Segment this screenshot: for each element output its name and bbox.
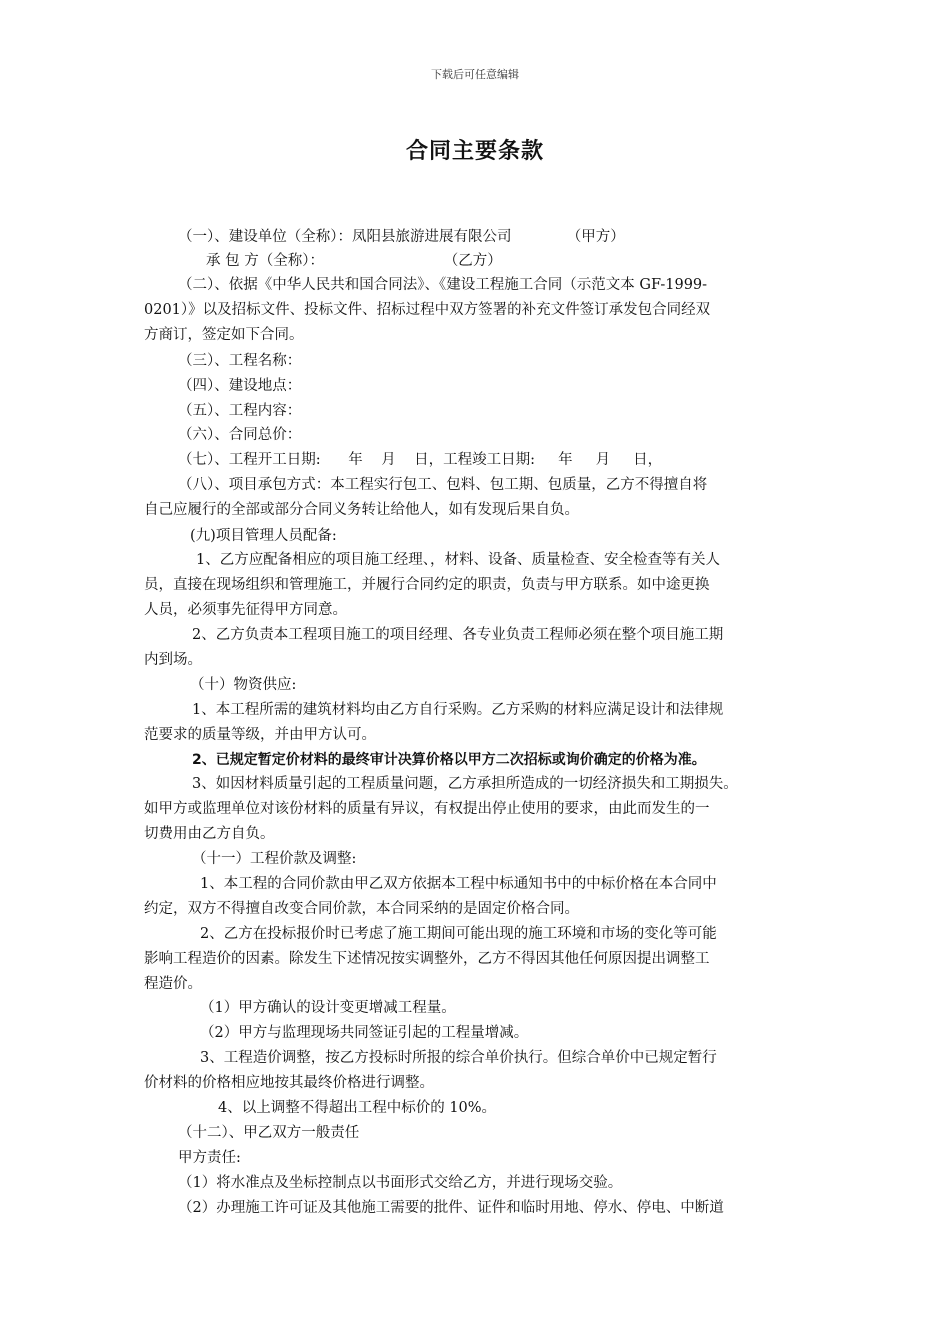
text-line: （1）甲方确认的设计变更增减工程量。: [200, 1000, 456, 1016]
text-line: 甲方责任:: [178, 1150, 241, 1166]
text-line: 员，直接在现场组织和管理施工，并履行合同约定的职责，负责与甲方联系。如中途更换: [144, 577, 710, 593]
text-line: （三）、工程名称：: [178, 353, 302, 369]
text-line: 影响工程造价的因素。除发生下述情况按实调整外，乙方不得因其他任何原因提出调整工: [144, 951, 710, 967]
text-line: 方商订，签定如下合同。: [144, 327, 304, 343]
text-line: 自己应履行的全部或部分合同义务转让给他人，如有发现后果自负。: [144, 502, 579, 518]
text-line: （1）将水准点及坐标控制点以书面形式交给乙方，并进行现场交验。: [178, 1175, 623, 1191]
page-header-note: 下载后可任意编辑: [431, 68, 519, 81]
text-line: （五）、工程内容：: [178, 403, 302, 419]
text-line: 内到场。: [144, 652, 202, 668]
text-line: （四）、建设地点：: [178, 378, 302, 394]
text-line: （二）、依据《中华人民共和国合同法》、《建设工程施工合同（示范文本 GF-1999-: [178, 277, 708, 293]
text-line: （一）、建设单位（全称）：凤阳县旅游进展有限公司 （甲方）: [178, 229, 625, 245]
text-line: 2、乙方负责本工程项目施工的项目经理、各专业负责工程师必须在整个项目施工期: [192, 627, 724, 643]
text-line: 程造价。: [144, 976, 202, 992]
text-line: 1、乙方应配备相应的项目施工经理、，材料、设备、质量检查、安全检查等有关人: [196, 552, 720, 568]
text-line: （2）办理施工许可证及其他施工需要的批件、证件和临时用地、停水、停电、中断道: [178, 1200, 724, 1216]
text-line: （十）物资供应:: [190, 677, 297, 693]
text-line: （十一）工程价款及调整:: [192, 851, 357, 867]
text-line: （七）、工程开工日期: 年 月 日，工程竣工日期: 年 月 日，: [178, 452, 663, 468]
text-line: 切费用由乙方自负。: [144, 826, 275, 842]
text-line: 3、如因材料质量引起的工程质量问题，乙方承担所造成的一切经济损失和工期损失。: [192, 776, 738, 792]
text-line: 4、以上调整不得超出工程中标价的 10%。: [218, 1100, 497, 1116]
document-title: 合同主要条款: [405, 139, 544, 164]
text-line: 1、本工程所需的建筑材料均由乙方自行采购。乙方采购的材料应满足设计和法律规: [192, 702, 724, 718]
text-line: （2）甲方与监理现场共同签证引起的工程量增减。: [200, 1025, 529, 1041]
text-line: 人员，必须事先征得甲方同意。: [144, 602, 347, 618]
text-line: （八）、项目承包方式：本工程实行包工、包料、包工期、包质量，乙方不得擅自将: [178, 477, 708, 493]
text-line: 1、本工程的合同价款由甲乙双方依据本工程中标通知书中的中标价格在本合同中: [200, 876, 717, 892]
text-line: 价材料的价格相应地按其最终价格进行调整。: [144, 1075, 434, 1091]
text-line: 0201）》以及招标文件、投标文件、招标过程中双方签署的补充文件签订承发包合同经双: [144, 302, 711, 318]
text-line: 约定，双方不得擅自改变合同价款，本合同采纳的是固定价格合同。: [144, 901, 579, 917]
text-line: 如甲方或监理单位对该份材料的质量有异议，有权提出停止使用的要求，由此而发生的一: [144, 801, 710, 817]
text-line: （十二）、甲乙双方一般责任: [178, 1125, 360, 1141]
text-line: 承 包 方（全称）： （乙方）: [206, 253, 502, 269]
text-line-bold: 2、已规定暂定价材料的最终审计决算价格以甲方二次招标或询价确定的价格为准。: [192, 752, 706, 768]
text-line: （六）、合同总价：: [178, 427, 302, 443]
text-line: 范要求的质量等级，并由甲方认可。: [144, 727, 376, 743]
text-line: 2、乙方在投标报价时已考虑了施工期间可能出现的施工环境和市场的变化等可能: [200, 926, 717, 942]
text-line: 3、工程造价调整，按乙方投标时所报的综合单价执行。但综合单价中已规定暂行: [200, 1050, 717, 1066]
text-line: (九)项目管理人员配备:: [190, 528, 337, 544]
